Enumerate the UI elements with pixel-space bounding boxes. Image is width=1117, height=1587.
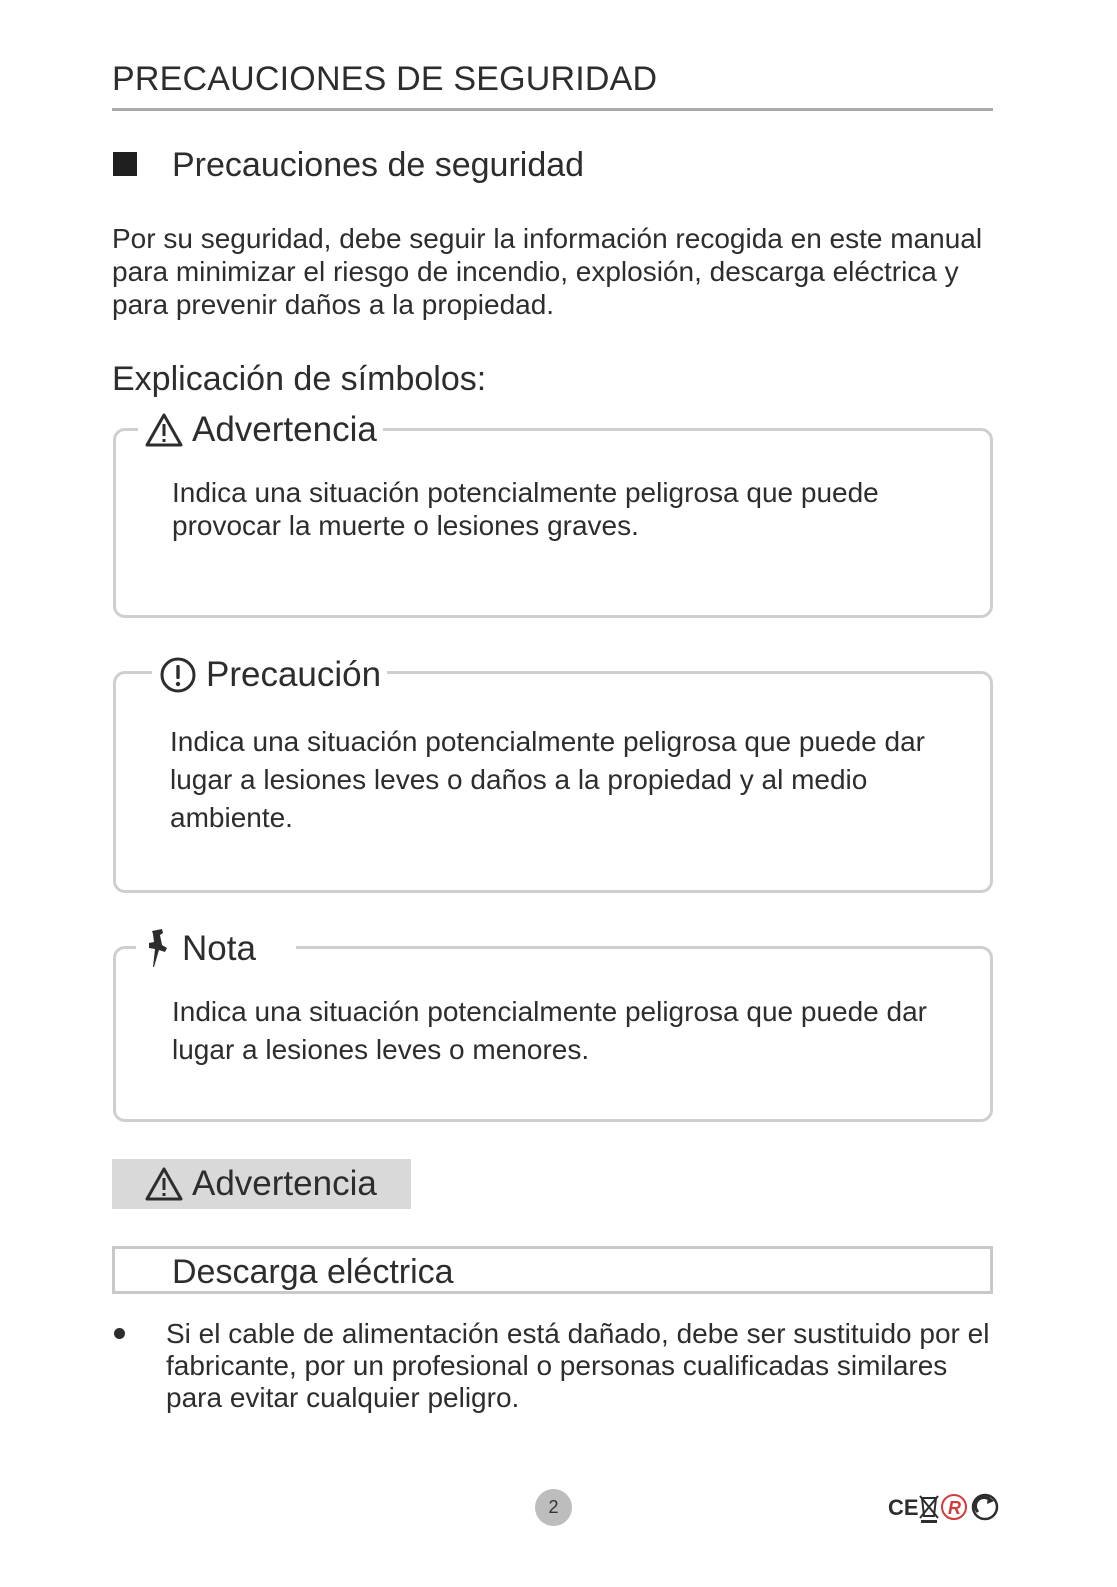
pushpin-icon xyxy=(142,927,174,971)
svg-text:R: R xyxy=(948,1498,961,1518)
symbols-title: Explicación de símbolos: xyxy=(112,360,487,398)
certification-marks xyxy=(886,1490,1001,1524)
section-bullet-square xyxy=(113,152,137,176)
warning-triangle-icon xyxy=(144,1166,184,1202)
weee-bin-icon xyxy=(920,1496,938,1523)
warning-box-title: Advertencia xyxy=(192,410,377,449)
header-divider xyxy=(112,108,993,111)
caution-box-text: Indica una situación potencialmente peligrosa que puede dar lugar a lesiones leves o daños a la propiedad y al medio ambiente. xyxy=(170,726,925,833)
warning-section-band xyxy=(112,1159,411,1209)
bullet-dot xyxy=(114,1328,125,1339)
note-box-label xyxy=(136,926,296,972)
warning-band-label: Advertencia xyxy=(192,1164,377,1203)
note-box-text: Indica una situación potencialmente peligrosa que puede dar lugar a lesiones leves o menores. xyxy=(172,996,927,1065)
recycle-icon xyxy=(973,1495,997,1519)
note-box-title: Nota xyxy=(182,929,256,968)
caution-box-title: Precaución xyxy=(206,655,382,694)
r-mark-icon xyxy=(942,1495,966,1519)
caution-circle-icon xyxy=(158,655,198,695)
warning-box-text: Indica una situación potencialmente peligrosa que puede provocar la muerte o lesiones graves. xyxy=(172,477,879,541)
ce-mark-icon: CE xyxy=(888,1495,919,1520)
warning-box-label xyxy=(138,409,383,451)
caution-box-label xyxy=(152,653,387,697)
page-header-title: PRECAUCIONES DE SEGURIDAD xyxy=(112,60,658,98)
list-item: Si el cable de alimentación está dañado, debe ser sustituido por el fabricante, por un profesional o personas cualificadas similares para evitar cualquier peligro. xyxy=(166,1318,990,1413)
page-number: 2 xyxy=(535,1489,572,1526)
intro-paragraph: Por su seguridad, debe seguir la información recogida en este manual para minimizar el riesgo de incendio, explosión, descarga eléctrica y para prevenir daños a la propiedad. xyxy=(112,223,983,320)
electric-shock-title: Descarga eléctrica xyxy=(172,1253,454,1291)
warning-triangle-icon xyxy=(144,412,184,448)
section-title: Precauciones de seguridad xyxy=(172,146,585,184)
